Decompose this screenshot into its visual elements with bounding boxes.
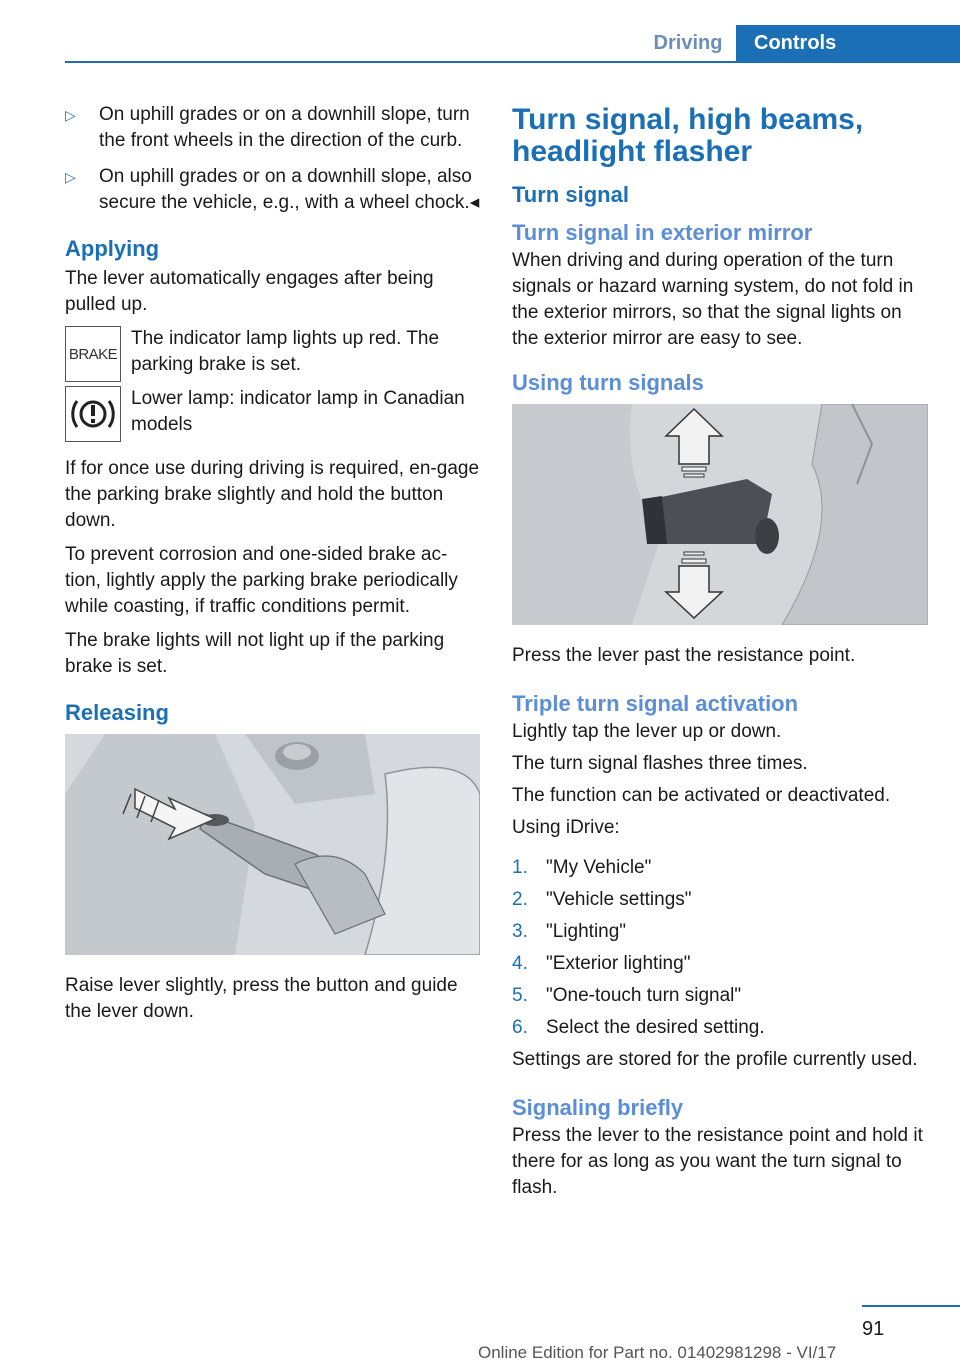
mirror-heading: Turn signal in exterior mirror [512,220,813,245]
tab-controls[interactable]: Controls [736,25,960,61]
triangle-bullet-icon: ▷ [65,107,76,123]
bullet-text: On uphill grades or on a downhill slope, turn the front wheels in the direction of the curb. [99,104,470,151]
edition-footer: Online Edition for Part no. 01402981298 - VI/17 [478,1343,837,1362]
paragraph: Using iDrive: [512,817,620,838]
list-item [65,164,480,216]
footer-rule [862,1305,960,1307]
brake-icon-label: BRAKE [68,345,118,363]
settings-text: Settings are stored for the profile currently used. [512,1049,918,1070]
header-rule [65,61,960,63]
step-text: "Vehicle settings" [546,889,692,910]
list-item [65,102,480,154]
parking-brake-lever-illustration [65,734,480,955]
releasing-caption: Raise lever slightly, press the button and guide the lever down. [65,975,458,1022]
using-heading: Using turn signals [512,370,704,395]
briefly-text: Press the lever to the resistance point and hold it there for as long as you want the turn signal to flash. [512,1125,923,1198]
step-number: 1. [512,857,528,878]
lamp-row-brake [65,326,480,382]
list-item [512,1015,930,1041]
lamp1-text: The indicator lamp lights up red. The parking brake is set. [131,328,440,375]
lamp2-text: Lower lamp: indicator lamp in Canadian models [131,388,465,435]
brake-indicator-icon [65,326,121,382]
page-number: 91 [862,1318,885,1340]
paragraph: To prevent corrosion and one-sided brake ac‐tion, lightly apply the parking brake periodically while coasting, if traffic conditions permit. [65,544,458,617]
triple-heading: Triple turn signal activation [512,691,799,716]
left-column [65,102,480,1033]
step-number: 4. [512,953,528,974]
step-text: "Exterior lighting" [546,953,691,974]
list-item [512,855,930,881]
step-text: "Lighting" [546,921,627,942]
briefly-heading: Signaling briefly [512,1095,684,1120]
step-number: 3. [512,921,528,942]
list-item [512,951,930,977]
lamp-row-canada [65,386,480,442]
parking-brake-warning-icon [65,386,121,442]
step-text: "My Vehicle" [546,857,652,878]
right-column [512,102,930,1209]
applying-text: The lever automatically engages after being pulled up. [65,268,434,315]
tab-driving[interactable]: Driving [653,31,723,54]
list-item [512,919,930,945]
using-caption: Press the lever past the resistance point. [512,645,856,666]
step-number: 6. [512,1017,528,1038]
turn-signal-heading: Turn signal [512,182,629,207]
bullet-text: On uphill grades or on a downhill slope, also secure the vehicle, e.g., with a wheel chock.◂ [99,166,480,213]
main-heading: Turn signal, high beams, headlight flasher [512,103,864,168]
triangle-bullet-icon: ▷ [65,169,76,185]
paragraph: The turn signal flashes three times. [512,753,808,774]
mirror-text: When driving and during operation of the turn signals or hazard warning system, do not fold in the exterior mirrors, so that the signal lights on the exterior mirror are easy to see. [512,250,914,349]
step-text: "One-touch turn signal" [546,985,742,1006]
releasing-heading: Releasing [65,700,169,725]
paragraph: The function can be activated or deactivated. [512,785,891,806]
paragraph: Lightly tap the lever up or down. [512,721,782,742]
list-item [512,887,930,913]
paragraph: The brake lights will not light up if the parking brake is set. [65,630,445,677]
idrive-steps-list [512,855,930,1041]
paragraph: If for once use during driving is required, en‐gage the parking brake slightly and hold the button down. [65,458,480,531]
list-item [512,983,930,1009]
step-text: Select the desired setting. [546,1017,765,1038]
step-number: 5. [512,985,528,1006]
turn-signal-lever-illustration [512,404,928,625]
applying-heading: Applying [65,236,160,261]
step-number: 2. [512,889,528,910]
